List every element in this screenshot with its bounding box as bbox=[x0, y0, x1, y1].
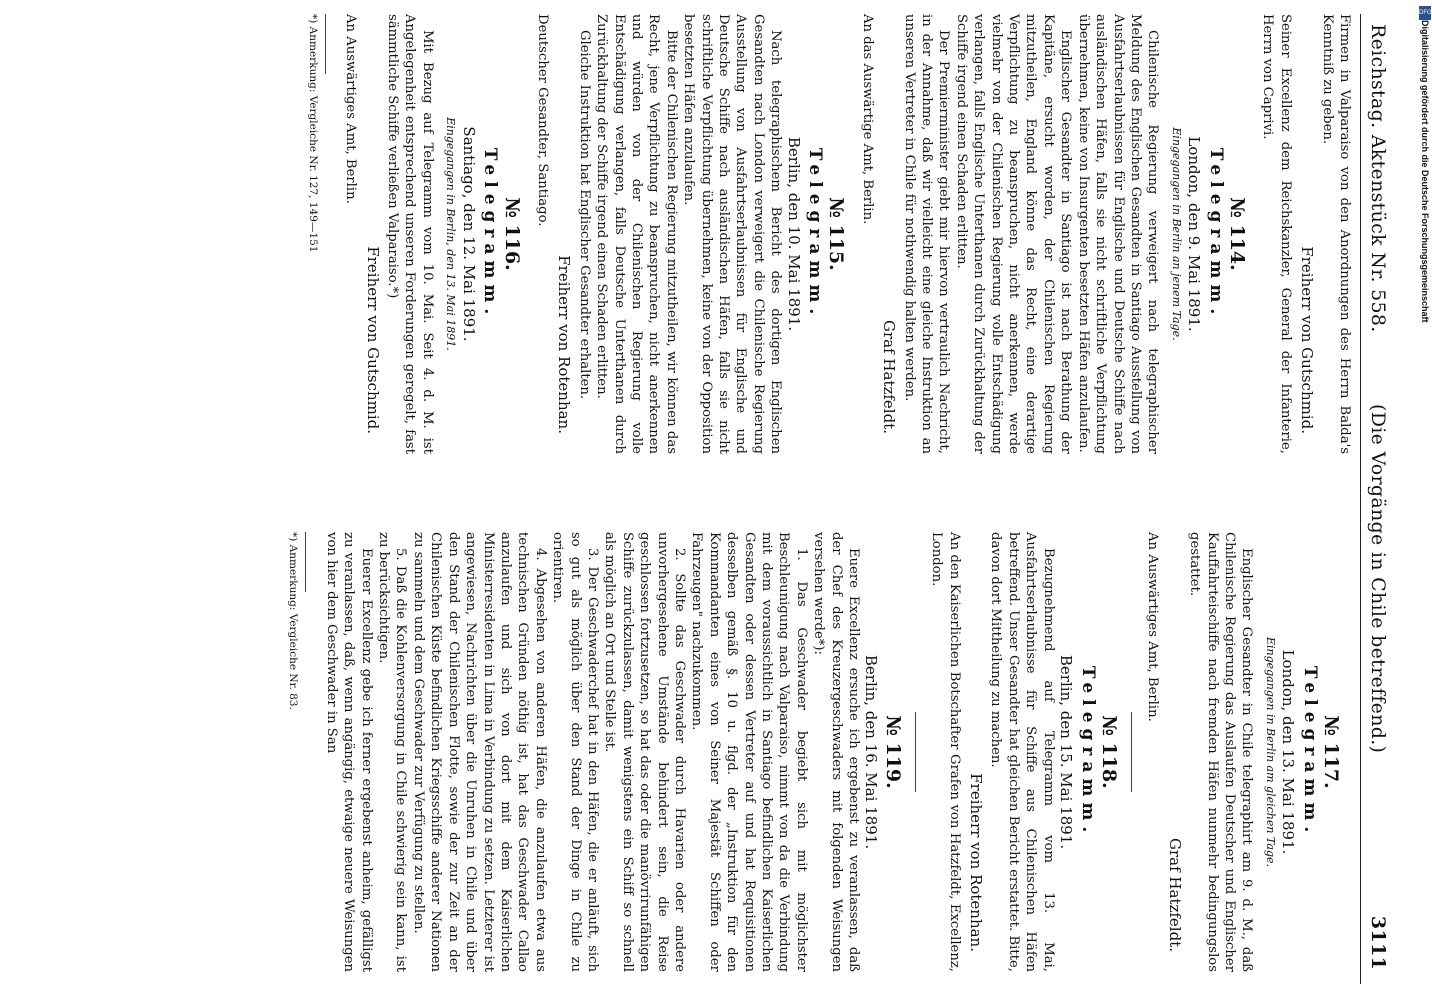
paragraph: Nach telegraphischem Bericht des dortigen Englischen Gesandten nach London verweigert die Chilenische Regierung Ausstellung von Ausfahrtserlaubnissen für Englische und Deutsche Schiffe nach ausländischen Häfen, falls sie nicht schriftliche Verpflichtung übernehmen, keine von der Opposition besetzten Häfen anzulaufen. bbox=[681, 14, 784, 454]
separator-rule bbox=[1131, 712, 1132, 792]
addressee: Seiner Excellenz dem Reichskanzler, General der Infanterie, Herrn von Caprivi. bbox=[1260, 14, 1293, 454]
paragraph: 4. Abgesehen von anderen Häfen, die anzulaufen etwa aus technischen Gründen nöthig ist, hat das Geschwader Callao anzulaufen und sich von dort mit dem Kaiserlichen Ministerresidenten in Lima in Verbindung zu setzen. Letzterer ist angewiesen, Nachrichten über die Unruhen in Chile und über den Stand der Chilenischen Flotte, sowie der zur Zeit an der Chilenischen Küste befindlichen Kriegsschiffe anderer Nationen zu sammeln und dem Geschwader zur Verfügung zu stellen. bbox=[410, 532, 548, 972]
document-number: № 115. bbox=[825, 197, 848, 271]
footnote-rule bbox=[325, 14, 326, 74]
paragraph: Euerer Excellenz gebe ich ferner ergebenst anheim, gefälligst zu veranlassen, daß, wenn angängig, etwaige neuere Weisungen von hier dem Geschwader in San bbox=[323, 532, 374, 972]
received-note: Eingegangen in Berlin am gleichen Tage. bbox=[1263, 636, 1277, 868]
signature: Freiherr von Gutschmid. bbox=[363, 246, 382, 434]
paragraph: Euere Excellenz ersuche ich ergebenst zu veranlassen, daß der Chef des Kreuzergeschwaders mit folgenden Weisungen versehen werde*): bbox=[811, 532, 862, 972]
document-type: Telegramm. bbox=[1205, 147, 1226, 321]
addressee: An das Auswärtige Amt, Berlin. bbox=[859, 14, 875, 225]
document-number: № 116. bbox=[500, 197, 523, 271]
paragraph: 5. Daß die Kohlenversorgung in Chile schwierig sein kann, ist zu berücksichtigen. bbox=[376, 532, 409, 972]
place-date: Santiago, den 12. Mai 1891. bbox=[459, 126, 478, 342]
document-number: № 117. bbox=[1320, 715, 1342, 789]
addressee: An den Kaiserlichen Botschafter Grafen von Hatzfeldt, Excellenz, London. bbox=[929, 532, 962, 972]
document-type: Telegramm. bbox=[805, 147, 826, 321]
paragraph: Bezugnehmend auf Telegramm vom 13. Mai, Ausfahrtserlaubnisse für Schiffe aus Chilenischen Häfen betreffend. Unser Gesandter hat gleichen Bericht erstattet. Bitte, davon dort Mittheilung zu machen. bbox=[988, 532, 1056, 972]
right-column bbox=[284, 532, 1353, 972]
digitization-credit-text: Digitalisierung gefördert durch die Deutsche Forschungsgemeinschaft bbox=[1420, 20, 1430, 323]
signature: Freiherr von Rotenhan. bbox=[967, 773, 986, 952]
place-date: London, den 13. Mai 1891. bbox=[1279, 649, 1298, 855]
document-number: № 114. bbox=[1225, 197, 1248, 271]
paragraph: 3. Der Geschwaderchef hat in den Häfen, die er anläuft, sich so gut als möglich über den Stand der Dinge in Chile zu orientiren. bbox=[550, 532, 600, 972]
footnote-rule bbox=[305, 532, 306, 592]
place-date: Berlin, den 15. Mai 1891. bbox=[1057, 654, 1076, 850]
header-rule bbox=[1360, 14, 1361, 984]
separator-rule bbox=[915, 712, 916, 792]
received-note: Eingegangen in Berlin an jenem Tage. bbox=[1169, 127, 1183, 341]
signature: Graf Hatzfeldt. bbox=[880, 320, 899, 434]
paragraph: Chilenische Regierung verweigert nach telegraphischer Meldung des Englischen Gesandten in Santiago Ausstellung von Ausfahrtserlaubnissen für Englische und Deutsche Schiffe nach ausländischen Häfen, falls sie nicht schriftliche Verpflichtung übernehmen, keine von Insurgenten besetzten Häfen anzulaufen. bbox=[1075, 14, 1161, 454]
footnote: *) Anmerkung: Vergleiche Nr. 83. bbox=[287, 532, 300, 710]
paragraph: 2. Sollte das Geschwader durch Havarien oder andere unvorhergesehene Umstände behindert sein, die Reise geschlossen fortzusetzen, so hat das oder die manövrirunfähigen Schiffe zurückzulassen, damit wenigstens ein Schiff so schnell als möglich an Ort und Stelle ist. bbox=[602, 532, 687, 972]
paragraph: Englischer Gesandter in Santiago ist nach Berathung der Kapitäne, ersucht worden, der Chilenischen Regierung mitzutheilen, England könne das Recht, eine derartige Verpflichtung zu beanspruchen, nicht anerkennen, werde vielmehr von der Chilenischen Regierung volle Entschädigung verlangen, falls Englische Unterthanen durch Zurückhaltung der Schiffe irgend einen Schaden erlitten. bbox=[953, 14, 1074, 454]
dfg-logo: DFG bbox=[1419, 6, 1431, 20]
addressee: An Auswärtiges Amt, Berlin. bbox=[1145, 532, 1161, 722]
addressee: An Auswärtiges Amt, Berlin. bbox=[343, 14, 359, 204]
signature: Graf Hatzfeldt. bbox=[1165, 838, 1184, 952]
document-number: № 118. bbox=[1097, 715, 1120, 789]
scanned-page bbox=[13, 14, 1393, 984]
document-type: Telegramm. bbox=[480, 147, 501, 321]
footnote: *) Anmerkung: Vergleiche Nr. 127, 149—151 bbox=[306, 14, 319, 253]
document-type: Telegramm. bbox=[1299, 665, 1320, 839]
left-column bbox=[303, 14, 1353, 454]
paragraph: Firmen in Valparaiso von den Anordnungen des Herrn Balda's Kenntniß zu geben. bbox=[1319, 14, 1352, 454]
place-date: Berlin, den 16. Mai 1891. bbox=[862, 654, 881, 850]
document-number: № 119. bbox=[881, 715, 904, 789]
header-center: (Die Vorgänge in Chile betreffend.) bbox=[1367, 404, 1389, 754]
signature: Freiherr von Gutschmid. bbox=[1298, 246, 1317, 434]
received-note: Eingegangen in Berlin, den 13. Mai 1891. bbox=[444, 117, 458, 351]
place-date: London, den 9. Mai 1891. bbox=[1185, 136, 1204, 332]
page-number: 3111 bbox=[1367, 915, 1389, 970]
addressee: Deutscher Gesandter, Santiago. bbox=[534, 14, 550, 227]
header-left: Reichstag. Aktenstück Nr. 558. bbox=[1367, 24, 1389, 333]
digitization-credit bbox=[1419, 20, 1430, 980]
paragraph: Gleiche Instruktion hat Englischer Gesandter erhalten. bbox=[576, 30, 592, 400]
page-header bbox=[1363, 14, 1393, 984]
paragraph: Englischer Gesandter in Chile telegraphirt am 9. d. M., daß Chilenische Regierung das Auslaufen Deutscher und Englischer Kauffahrteischiffe nach fremden Häfen nunmehr bedingungslos gestattet. bbox=[1187, 532, 1255, 972]
paragraph: Der Premierminister giebt mir hiervon vertraulich Nachricht, in der Annahme, daß wir vielleicht eine gleiche Instruktion an unseren Vertreter in Chile für nothwendig halten werden. bbox=[901, 14, 952, 454]
document-type: Telegramm. bbox=[1077, 665, 1098, 839]
paragraph: 1. Das Geschwader begiebt sich mit möglichster Beschleunigung nach Valparaiso, nimmt von da die Verbindung mit dem voraussichtlich in Santiago befindlichen Kaiserlichen Gesandten oder dessen Vertreter auf und hat Requisitionen desselben gemäß §. 10 u. flgd. der „Instruktion für den Kommandanten eines von Seiner Majestät Schiffen oder Fahrzeugen" nachzukommen. bbox=[689, 532, 809, 972]
paragraph: Bitte der Chilenischen Regierung mitzutheilen, wir können das Recht, jene Verpflichtung zu beanspruchen, nicht anerkennen und würden von der Chilenischen Regierung volle Entschädigung verlangen, falls Deutsche Unterthanen durch Zurückhaltung der Schiffe irgend einen Schaden erlitten. bbox=[594, 14, 679, 454]
paragraph: Mit Bezug auf Telegramm vom 10. Mai. Seit 4. d. M. ist Angelegenheit entsprechend unseren Forderungen geregelt, fast sämmtliche Schiffe verließen Valparaiso.*) bbox=[385, 14, 435, 454]
signature: Freiherr von Rotenhan. bbox=[555, 255, 574, 434]
place-date: Berlin, den 10. Mai 1891. bbox=[784, 136, 803, 332]
